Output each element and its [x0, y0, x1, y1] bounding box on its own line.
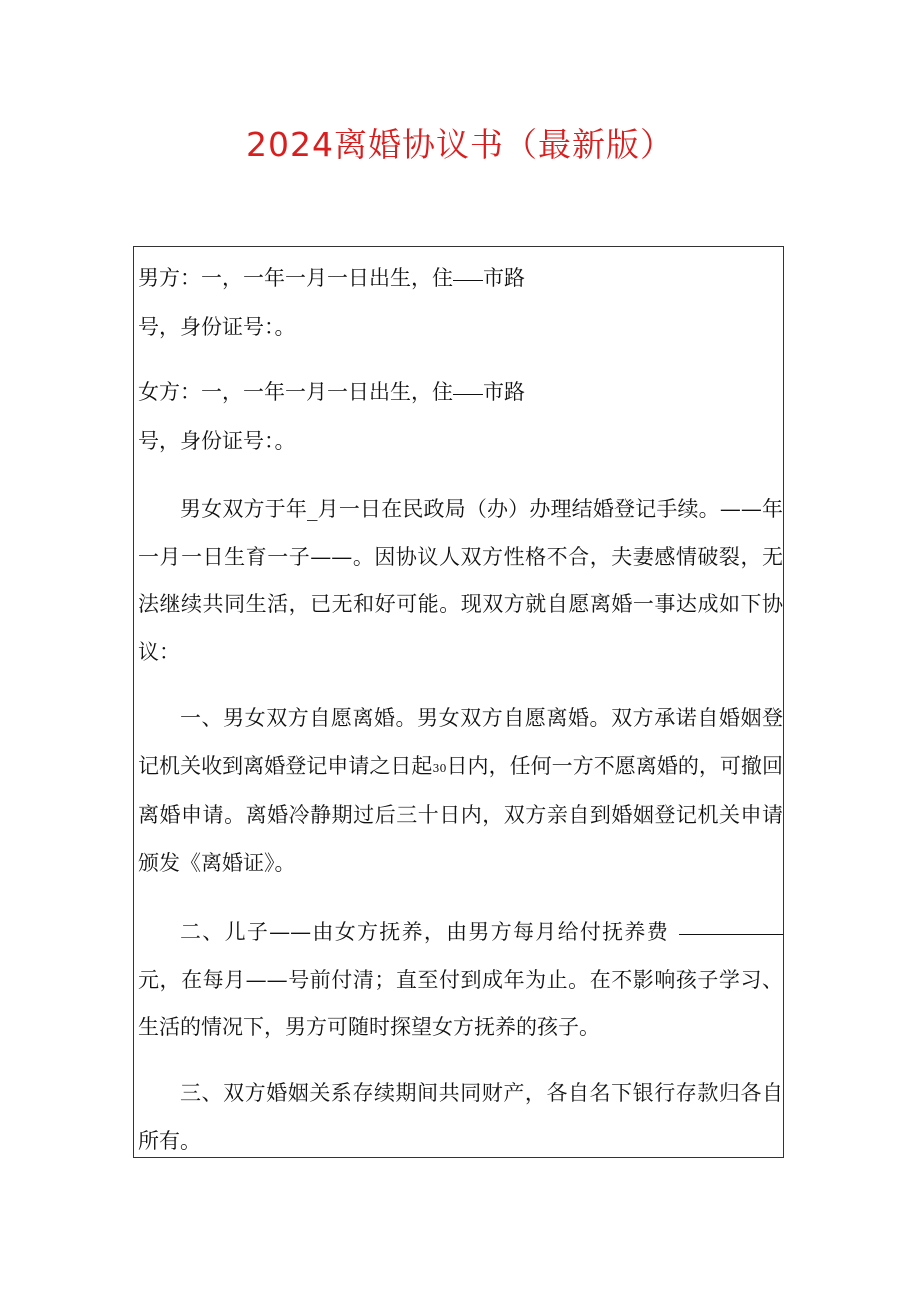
- support-amount-blank: [679, 933, 783, 935]
- male-city-blank: [453, 279, 483, 281]
- intro-paragraph: 男女双方于年_月一日在民政局（办）办理结婚登记手续。——年一月一日生育一子——。因协议人双方性格不合，夫妻感情破裂，无法继续共同生活，已无和好可能。现双方就自愿离婚一事达成如下协议：: [138, 497, 783, 664]
- male-info-line-1: [138, 257, 525, 299]
- female-road-text: 市路: [483, 380, 525, 404]
- male-info-text: 男方：一，一年一月一日出生，住: [138, 266, 453, 290]
- clause-1-text-a: 一、男女双方自愿离婚。男女双方自愿离婚。双方承诺自婚姻登记机关收到离婚登记申请之日起: [138, 706, 783, 778]
- female-info-line-1: [138, 371, 525, 413]
- clause-3-paragraph: 三、双方婚姻关系存续期间共同财产，各自名下银行存款归各自所有。: [138, 1081, 783, 1153]
- female-info-text: 女方：一，一年一月一日出生，住: [138, 380, 453, 404]
- document-title: 2024离婚协议书（最新版）: [246, 125, 674, 164]
- clause-2-paragraph: [138, 909, 783, 1052]
- clause-1-text-b: 日内，任何一方不愿离婚的，可撤回离婚申请。离婚冷静期过后三十日内，双方亲自到婚姻登记机关申请颁发《离婚证》。: [138, 753, 784, 875]
- male-info-line-2: 号，身份证号：。: [138, 315, 296, 339]
- clause-2-text-b: 元，在每月——号前付清；直至付到成年为止。在不影响孩子学习、生活的情况下，男方可随时探望女方抚养的孩子。: [138, 967, 783, 1039]
- male-road-text: 市路: [483, 266, 525, 290]
- female-city-blank: [453, 393, 483, 395]
- clause-1-paragraph: [138, 695, 783, 887]
- clause-1-days-number: 30: [432, 761, 447, 775]
- female-info-line-2: 号，身份证号：。: [138, 429, 296, 453]
- clause-2-text-a: 二、儿子——由女方抚养，由男方每月给付抚养费: [180, 920, 669, 944]
